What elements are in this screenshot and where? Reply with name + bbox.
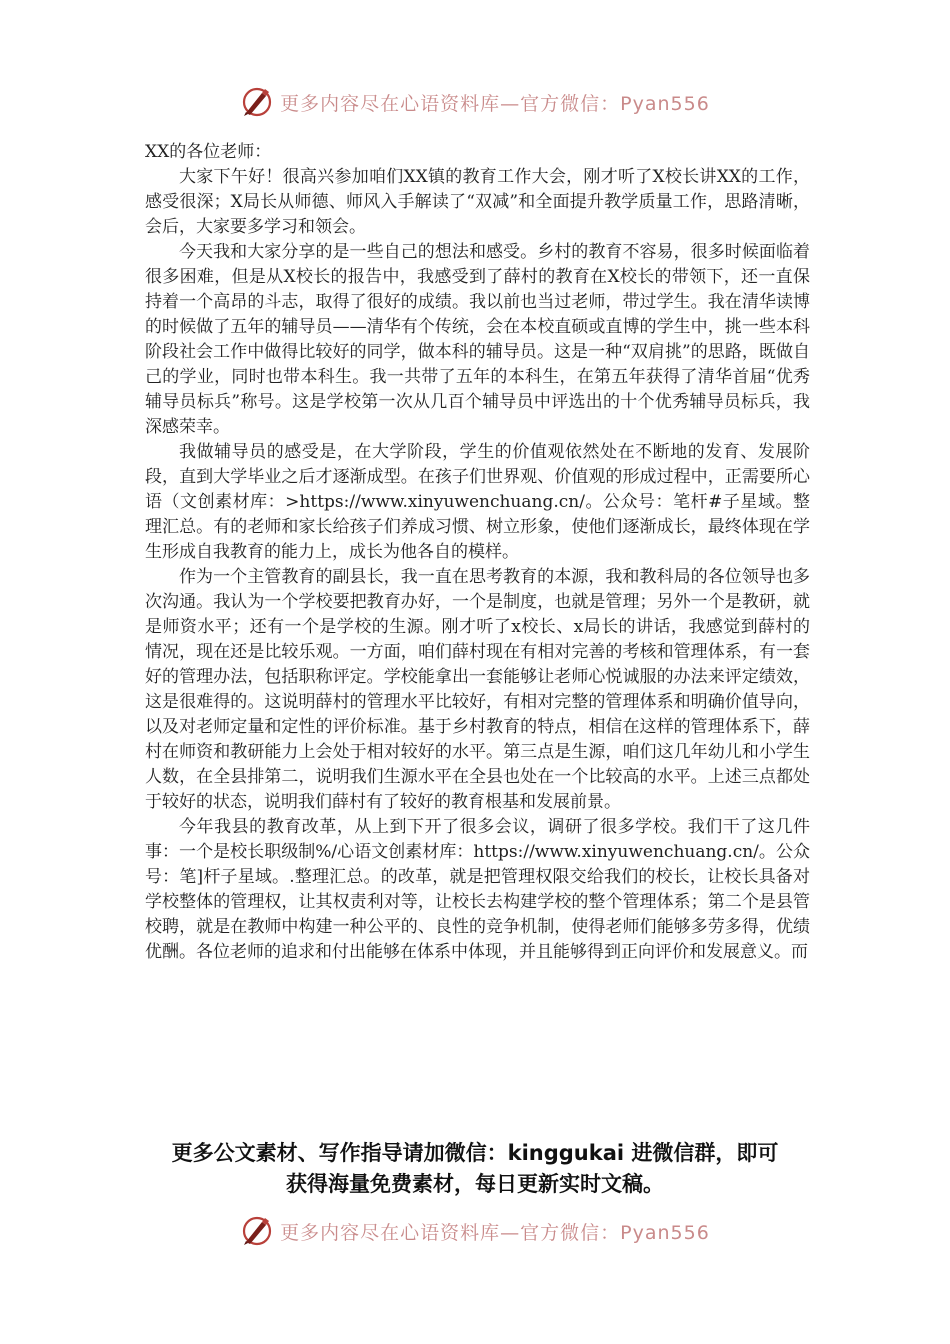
footer-note	[120, 1138, 830, 1200]
watermark-account: Pyan556	[620, 92, 710, 115]
paragraph: 我做辅导员的感受是，在大学阶段，学生的价值观依然处在不断地的发育、发展阶段，直到大学毕业之后才逐渐成型。在孩子们世界观、价值观的形成过程中，正需要所心语（文创素材库：>https://www.xinyuwenchuang.cn/。公众号：笔杆#子星域。整理汇总。有的老师和家长给孩子们养成习惯、树立形象，使他们逐渐成长，最终体现在学生形成自我教育的能力上，成长为他各自的模样。	[145, 442, 810, 562]
pen-logo-icon	[240, 1214, 274, 1248]
watermark-banner-top	[0, 82, 950, 122]
pen-logo-icon	[240, 85, 274, 119]
paragraph: 大家下午好！很高兴参加咱们XX镇的教育工作大会，刚才听了X校长讲XX的工作，感受很深；X局长从师德、师风入手解读了“双减”和全面提升教学质量工作，思路清晰，会后，大家要多学习和领会。	[145, 167, 810, 237]
watermark-banner-bottom	[0, 1211, 950, 1251]
watermark-text: 更多内容尽在心语资料库—官方微信：Pyan556	[280, 1221, 710, 1244]
paragraph: 作为一个主管教育的副县长，我一直在思考教育的本源，我和教科局的各位领导也多次沟通。我认为一个学校要把教育办好，一个是制度，也就是管理；另外一个是教研，就是师资水平；还有一个是学校的生源。刚才听了x校长、x局长的讲话，我感觉到薛村的情况，现在还是比较乐观。一方面，咱们薛村现在有相对完善的考核和管理体系，有一套好的管理办法，包括职称评定。学校能拿出一套能够让老师心悦诚服的办法来评定绩效，这是很难得的。这说明薛村的管理水平比较好，有相对完整的管理体系和明确价值导向，以及对老师定量和定性的评价标准。基于乡村教育的特点，相信在这样的管理体系下，薛村在师资和教研能力上会处于相对较好的水平。第三点是生源，咱们这几年幼儿和小学生人数，在全县排第二，说明我们生源水平在全县也处在一个比较高的水平。上述三点都处于较好的状态，说明我们薛村有了较好的教育根基和发展前景。	[145, 567, 810, 812]
salutation: XX的各位老师：	[145, 142, 272, 162]
watermark-account: Pyan556	[620, 1221, 710, 1244]
paragraph: 今天我和大家分享的是一些自己的想法和感受。乡村的教育不容易，很多时候面临着很多困难，但是从X校长的报告中，我感受到了薛村的教育在X校长的带领下，还一直保持着一个高昂的斗志，取得了很好的成绩。我以前也当过老师，带过学生。我在清华读博的时候做了五年的辅导员——清华有个传统，会在本校直硕或直博的学生中，挑一些本科阶段社会工作中做得比较好的同学，做本科的辅导员。这是一种“双肩挑”的思路，既做自己的学业，同时也带本科生。我一共带了五年的本科生，在第五年获得了清华首届“优秀辅导员标兵”称号。这是学校第一次从几百个辅导员中评选出的十个优秀辅导员标兵，我深感荣幸。	[145, 242, 810, 437]
footer-note-line: 获得海量免费素材，每日更新实时文稿。	[286, 1172, 664, 1196]
footer-note-line: 更多公文素材、写作指导请加微信：kinggukai 进微信群，即可	[171, 1141, 779, 1165]
document-body	[145, 140, 810, 965]
paragraph: 今年我县的教育改革，从上到下开了很多会议，调研了很多学校。我们干了这几件事：一个是校长职级制%/心语文创素材库：https://www.xinyuwenchuang.cn/。公众号：笔]杆子星域。.整理汇总。的改革，就是把管理权限交给我们的校长，让校长具备对学校整体的管理权，让其权责利对等，让校长去构建学校的整个管理体系；第二个是县管校聘，就是在教师中构建一种公平的、良性的竞争机制，使得老师们能够多劳多得，优绩优酬。各位老师的追求和付出能够在体系中体现，并且能够得到正向评价和发展意义。而	[145, 817, 810, 962]
watermark-text: 更多内容尽在心语资料库—官方微信：Pyan556	[280, 92, 710, 115]
